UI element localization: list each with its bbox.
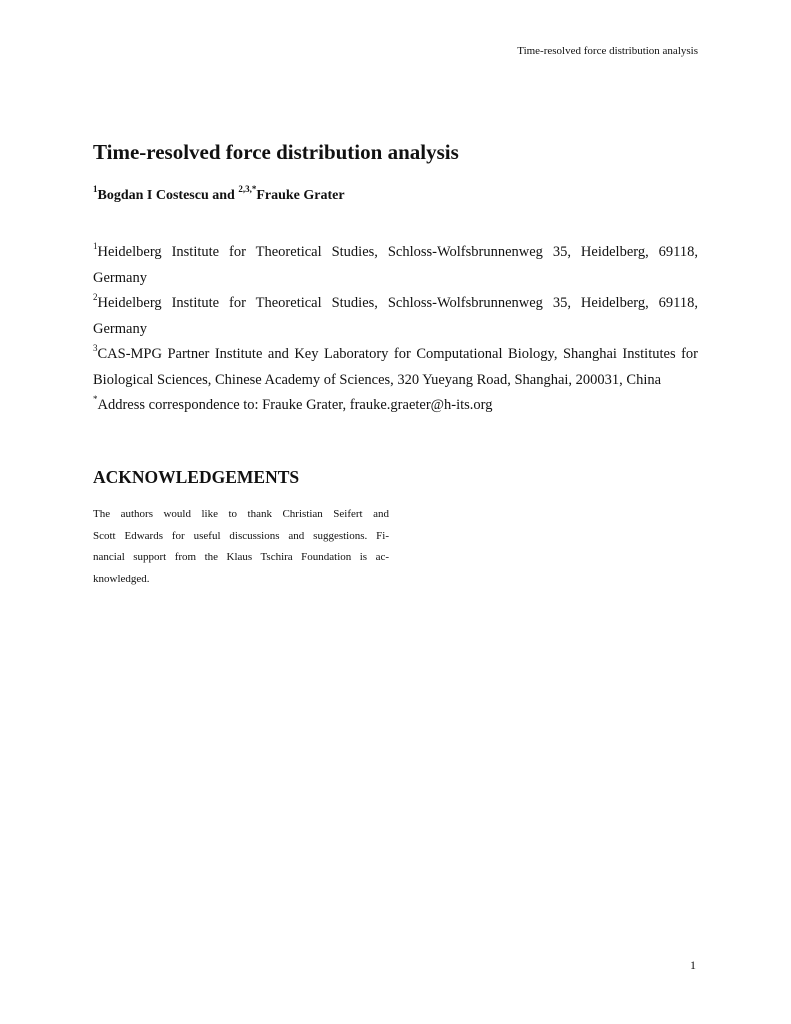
affiliation-1-mark: 1: [93, 241, 98, 252]
author-1-affiliation-mark: 1: [93, 184, 98, 195]
acknowledgements-line: knowledged.: [93, 572, 150, 585]
acknowledgements-line: Scott Edwards for useful discussions and suggestions. Fi-: [93, 529, 389, 542]
correspondence-mark: *: [93, 394, 98, 405]
running-head: Time-resolved force distribution analysis: [517, 45, 698, 57]
affiliation-2-text: Heidelberg Institute for Theoretical Studies, Schloss-Wolfsbrunnenweg 35, Heidelberg, 69118, Germany: [93, 295, 698, 337]
correspondence-note: [93, 393, 698, 419]
affiliation-2: [93, 291, 698, 342]
author-line: [93, 184, 345, 205]
acknowledgements-heading: ACKNOWLEDGEMENTS: [93, 467, 300, 487]
page-number: 1: [690, 958, 696, 972]
acknowledgements-line: nancial support from the Klaus Tschira Foundation is ac-: [93, 551, 389, 563]
correspondence-text: Address correspondence to: Frauke Grater, frauke.graeter@h-its.org: [97, 397, 493, 413]
affiliation-2-mark: 2: [93, 292, 98, 303]
author-2-affiliation-mark: 2,3,*: [238, 184, 257, 195]
affiliation-3: [93, 342, 698, 393]
acknowledgements-line: The authors would like to thank Christian Seifert and: [93, 508, 389, 520]
affiliation-1: [93, 240, 698, 291]
author-1-name: Bogdan I Costescu and: [97, 188, 239, 203]
author-2-name: Frauke Grater: [256, 188, 345, 203]
paper-title: Time-resolved force distribution analysis: [93, 140, 459, 164]
acknowledgements-body: [93, 504, 389, 590]
affiliations-block: [93, 240, 698, 419]
affiliation-1-text: Heidelberg Institute for Theoretical Studies, Schloss-Wolfsbrunnenweg 35, Heidelberg, 69118, Germany: [93, 244, 698, 286]
affiliation-3-text: CAS-MPG Partner Institute and Key Laboratory for Computational Biology, Shanghai Institutes for Biological Sciences, Chinese Academy of Sciences, 320 Yueyang Road, Shanghai, 200031, China: [93, 346, 698, 388]
affiliation-3-mark: 3: [93, 343, 98, 354]
